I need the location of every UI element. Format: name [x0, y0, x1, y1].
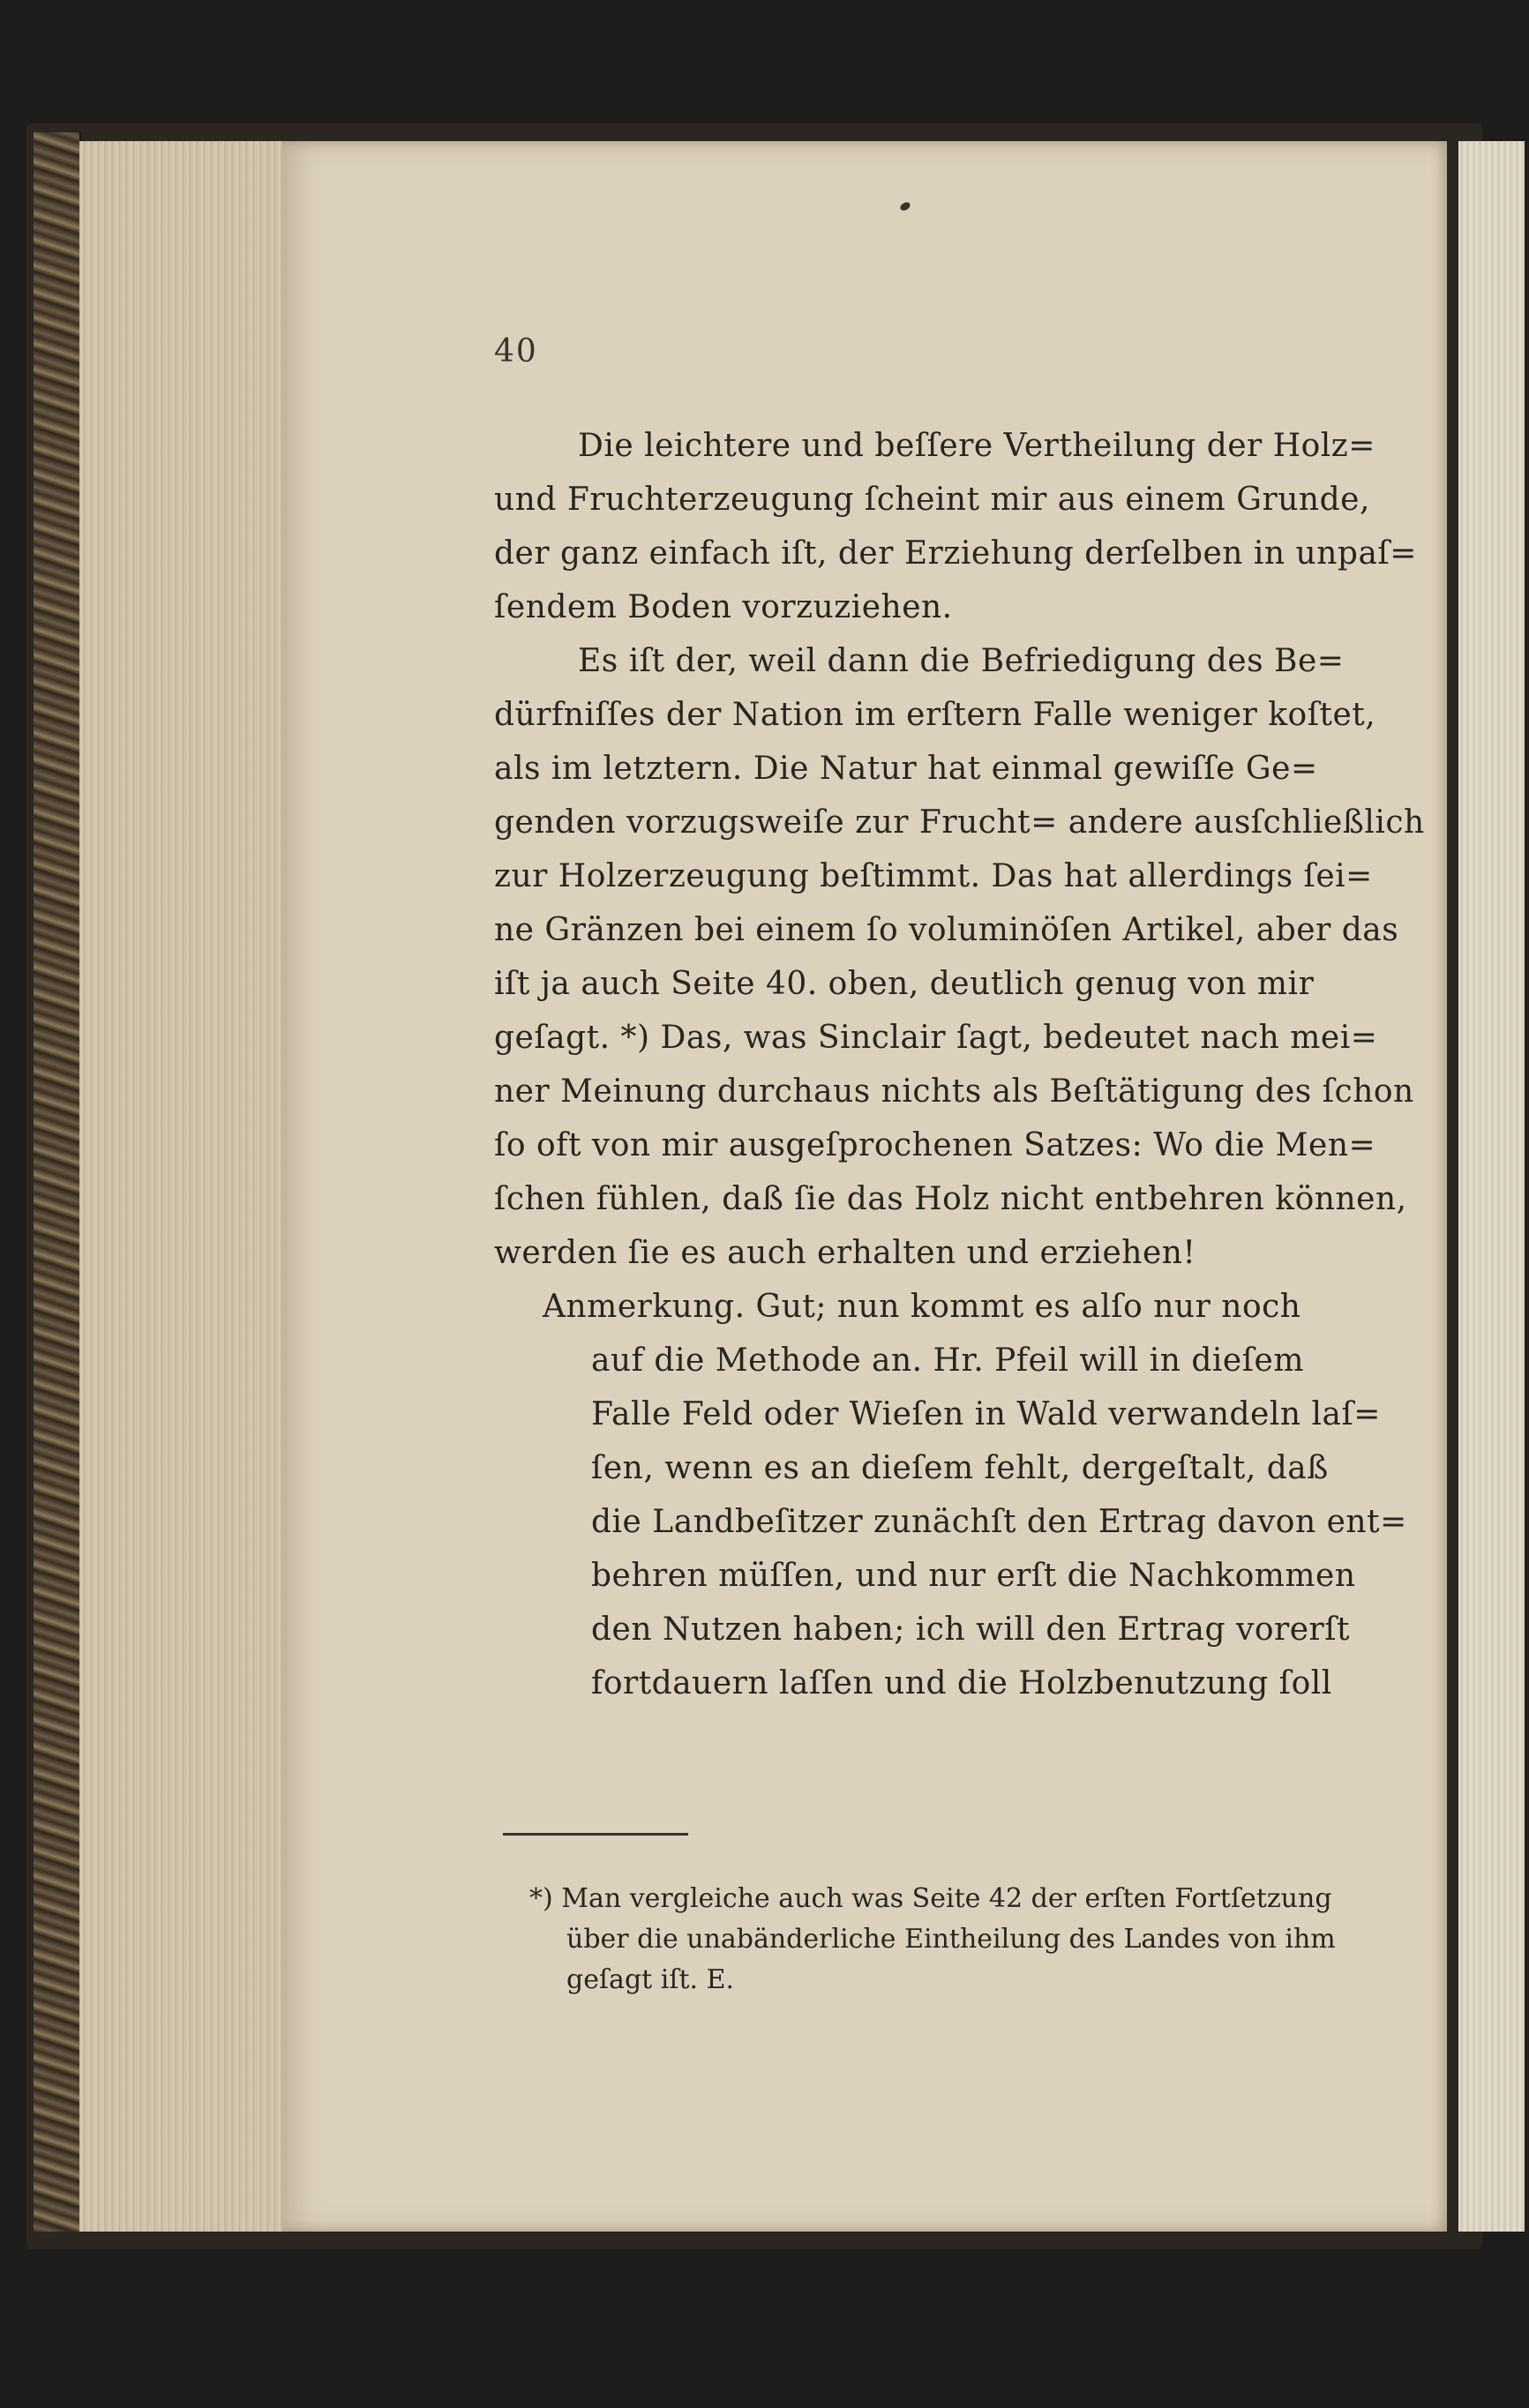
annotation-line: ſen, wenn es an dieſem fehlt, dergeſtalt, daß: [591, 1450, 1329, 1486]
footnote-line: über die unabänderliche Eintheilung des Landes von ihm: [566, 1924, 1336, 1955]
text-line: genden vorzugsweiſe zur Frucht= andere ausſchließlich: [494, 804, 1425, 841]
text-line: geſagt. *) Das, was Sinclair ſagt, bedeutet nach mei=: [494, 1020, 1378, 1056]
footnote: [529, 1879, 1376, 2000]
text-line: ſo oft von mir ausgeſprochenen Satzes: Wo die Men=: [494, 1127, 1376, 1163]
text-line: Es iſt der, weil dann die Befriedigung des Be=: [578, 643, 1345, 679]
main-text: [494, 419, 1425, 1710]
annotation-line: Falle Feld oder Wieſen in Wald verwandeln laſ=: [591, 1396, 1381, 1432]
footnote-line: *) Man vergleiche auch was Seite 42 der erſten Fortſetzung: [529, 1883, 1332, 1914]
text-line: dürfniſſes der Nation im erſtern Falle weniger koſtet,: [494, 697, 1376, 733]
text-line: ſchen fühlen, daß ſie das Holz nicht entbehren können,: [494, 1181, 1407, 1217]
page-number: 40: [494, 333, 538, 370]
text-line: ſendem Boden vorzuziehen.: [494, 589, 953, 625]
page-stack-left: [79, 141, 282, 2232]
annotation-line: Anmerkung. Gut; nun kommt es alſo nur noch: [543, 1289, 1301, 1325]
annotation-line: den Nutzen haben; ich will den Ertrag vorerſt: [591, 1612, 1351, 1648]
text-line: Die leichtere und beſſere Vertheilung der Holz=: [578, 428, 1375, 464]
text-line: zur Holzerzeugung beſtimmt. Das hat allerdings ſei=: [494, 858, 1373, 894]
text-line: werden ſie es auch erhalten und erziehen!: [494, 1235, 1196, 1271]
marbled-edge: [34, 132, 81, 2232]
footnote-rule: [503, 1833, 688, 1836]
annotation-line: die Landbeſitzer zunächſt den Ertrag davon ent=: [591, 1504, 1407, 1540]
text-line: und Fruchterzeugung ſcheint mir aus einem Grunde,: [494, 482, 1370, 518]
text-line: der ganz einfach iſt, der Erziehung derſelben in unpaſ=: [494, 535, 1417, 572]
page-stack-right: [1456, 141, 1525, 2232]
text-line: iſt ja auch Seite 40. oben, deutlich genug von mir: [494, 966, 1315, 1002]
footnote-line: geſagt iſt. E.: [566, 1964, 735, 1995]
annotation-line: behren müſſen, und nur erſt die Nachkommen: [591, 1558, 1356, 1594]
text-line: ner Meinung durchaus nichts als Beſtätigung des ſchon: [494, 1073, 1414, 1110]
annotation-line: auf die Methode an. Hr. Pfeil will in dieſem: [591, 1342, 1304, 1379]
text-line: als im letztern. Die Natur hat einmal gewiſſe Ge=: [494, 751, 1318, 787]
text-line: ne Gränzen bei einem ſo voluminöſen Artikel, aber das: [494, 912, 1399, 948]
annotation-line: fortdauern laſſen und die Holzbenutzung ſoll: [591, 1665, 1332, 1701]
